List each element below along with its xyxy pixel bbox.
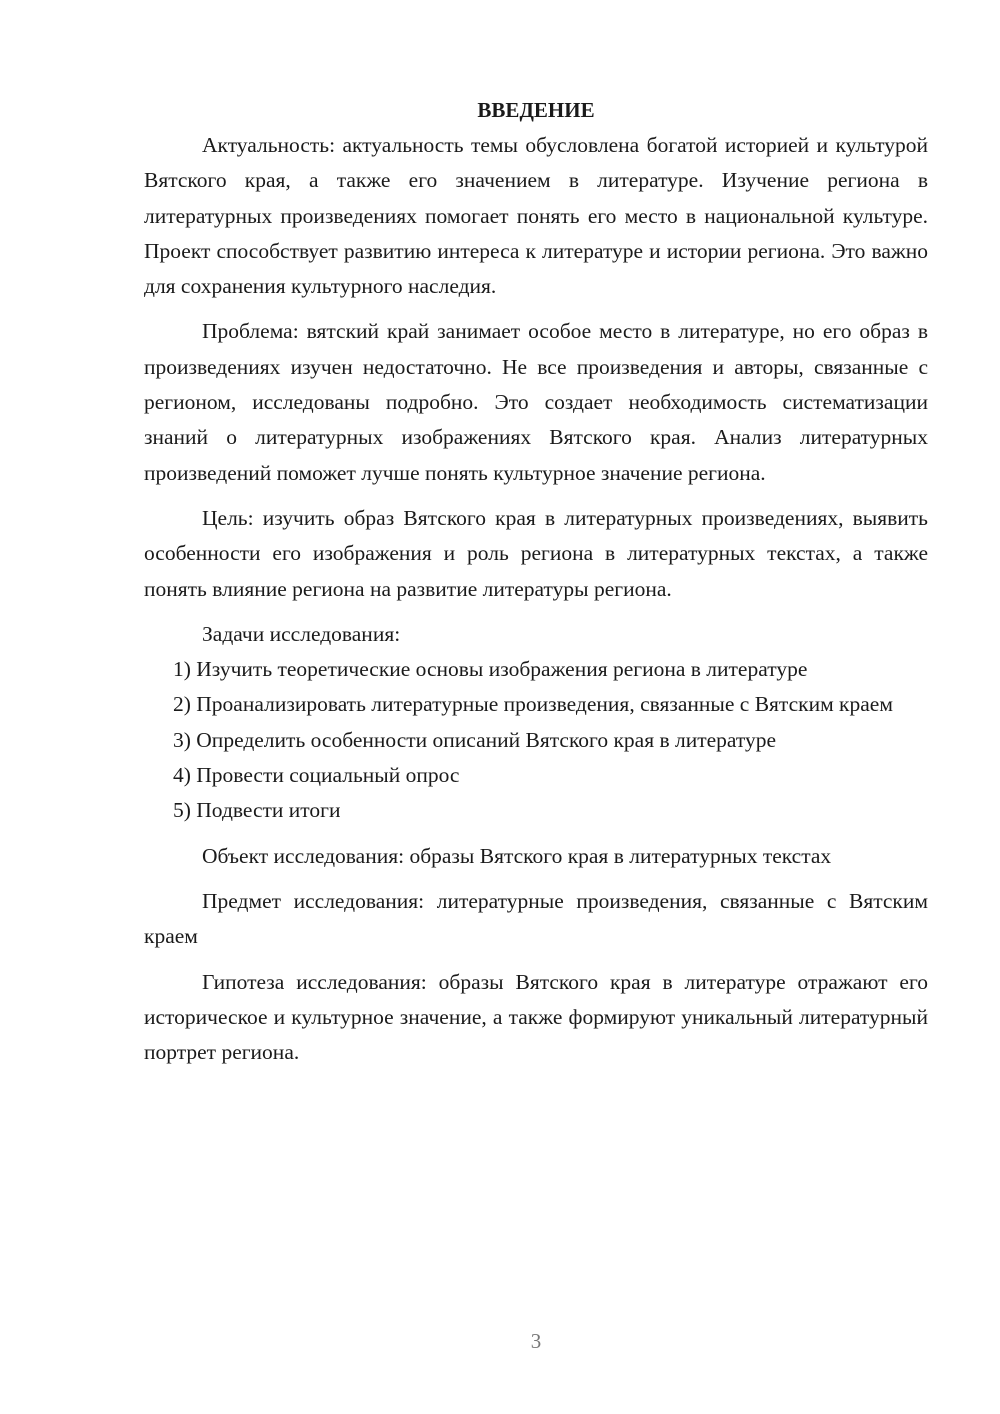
tasks-heading: Задачи исследования: [202, 621, 401, 646]
subject-paragraph: Предмет исследования: литературные произведения, связанные с Вятским краем [144, 888, 928, 949]
task-item-1: 1) Изучить теоретические основы изображения региона в литературе [173, 657, 808, 682]
section-title: ВВЕДЕНИЕ [477, 98, 595, 122]
problem-paragraph: Проблема: вятский край занимает особое место в литературе, но его образ в произведениях изучен недостаточно. Не все произведения и авторы, связанные с регионом, исследованы подробно. Это создает необходимость систематизации знаний о литературных изображениях Вятского края. Анализ литературных произведений поможет лучше понять культурное значение региона. [144, 319, 928, 485]
document-body [144, 93, 928, 1070]
relevance-paragraph: Актуальность: актуальность темы обусловлена богатой историей и культурой Вятского края, а также его значением в литературе. Изучение региона в литературных произведениях помогает понять его место в национальной культуре. Проект способствует развитию интереса к литературе и истории региона. Это важно для сохранения культурного наследия. [144, 133, 928, 299]
task-item-5: 5) Подвести итоги [173, 798, 341, 823]
hypothesis-paragraph: Гипотеза исследования: образы Вятского края в литературе отражают его историческое и культурное значение, а также формируют уникальный литературный портрет региона. [144, 969, 928, 1065]
page-number: 3 [530, 1329, 542, 1353]
task-item-2: 2) Проанализировать литературные произведения, связанные с Вятским краем [173, 692, 893, 717]
goal-paragraph: Цель: изучить образ Вятского края в литературных произведениях, выявить особенности его изображения и роль региона в литературных текстах, а также понять влияние региона на развитие литературы региона. [144, 505, 928, 601]
task-item-3: 3) Определить особенности описаний Вятского края в литературе [173, 727, 777, 752]
object-paragraph: Объект исследования: образы Вятского края в литературных текстах [202, 843, 832, 868]
task-item-4: 4) Провести социальный опрос [173, 763, 460, 788]
